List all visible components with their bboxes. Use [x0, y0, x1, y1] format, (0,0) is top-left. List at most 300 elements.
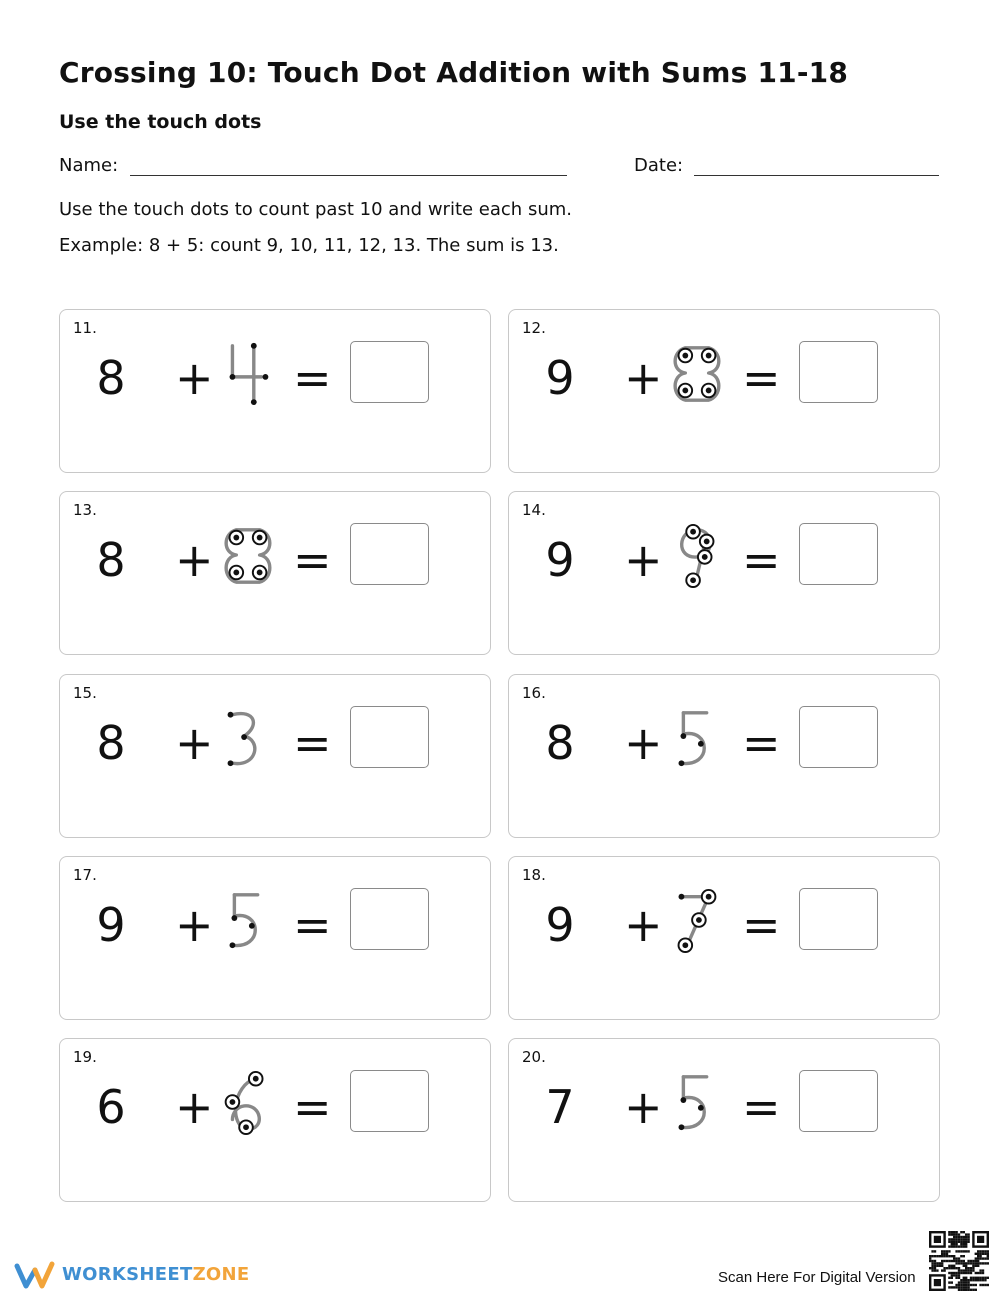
qr-module: [965, 1286, 967, 1288]
qr-module: [946, 1255, 948, 1257]
qr-finder: [934, 1236, 941, 1243]
qr-module: [965, 1284, 967, 1286]
qr-module: [982, 1284, 984, 1286]
equals-sign: =: [742, 533, 781, 588]
qr-module: [967, 1241, 969, 1243]
qr-module: [979, 1269, 981, 1271]
qr-module: [953, 1255, 955, 1257]
touch-dot: [230, 1099, 236, 1105]
qr-module: [965, 1250, 967, 1252]
qr-module: [963, 1243, 965, 1245]
qr-module: [953, 1245, 955, 1247]
qr-module: [951, 1233, 953, 1235]
qr-module: [951, 1265, 953, 1267]
qr-module: [929, 1260, 931, 1262]
qr-module: [955, 1241, 957, 1243]
qr-module: [970, 1289, 972, 1291]
qr-module: [979, 1277, 981, 1279]
problem-number: 18.: [522, 865, 546, 884]
worksheetzone-logo-icon: [14, 1260, 56, 1290]
qr-module: [958, 1257, 960, 1259]
qr-module: [963, 1260, 965, 1262]
qr-module: [958, 1281, 960, 1283]
qr-module: [960, 1289, 962, 1291]
qr-module: [984, 1277, 986, 1279]
qr-module: [984, 1284, 986, 1286]
first-addend: 9: [545, 533, 575, 588]
qr-code-icon[interactable]: [929, 1231, 989, 1291]
answer-box[interactable]: [350, 523, 429, 585]
problem-card: [59, 856, 491, 1020]
qr-module: [953, 1233, 955, 1235]
equals-sign: =: [293, 533, 332, 588]
qr-module: [948, 1272, 950, 1274]
qr-module: [955, 1274, 957, 1276]
qr-module: [975, 1289, 977, 1291]
equals-sign: =: [742, 1080, 781, 1135]
touch-dot: [679, 894, 685, 900]
qr-module: [965, 1289, 967, 1291]
qr-module: [955, 1231, 957, 1233]
qr-module: [960, 1286, 962, 1288]
problem-number: 12.: [522, 319, 546, 337]
qr-module: [951, 1238, 953, 1240]
first-addend: 6: [96, 1080, 126, 1135]
qr-module: [941, 1262, 943, 1264]
qr-module: [970, 1262, 972, 1264]
qr-module: [979, 1257, 981, 1259]
qr-module: [958, 1245, 960, 1247]
qr-module: [977, 1255, 979, 1257]
qr-module: [984, 1279, 986, 1281]
qr-module: [958, 1262, 960, 1264]
touch-dot: [679, 1125, 685, 1131]
equals-sign: =: [293, 897, 332, 952]
qr-module: [958, 1272, 960, 1274]
qr-module: [970, 1279, 972, 1281]
qr-module: [982, 1272, 984, 1274]
touch-dot-digit: [671, 522, 721, 588]
qr-module: [960, 1238, 962, 1240]
qr-module: [960, 1272, 962, 1274]
qr-module: [951, 1286, 953, 1288]
qr-module: [984, 1253, 986, 1255]
qr-module: [965, 1265, 967, 1267]
qr-module: [955, 1262, 957, 1264]
touch-dot-digit: [222, 522, 272, 588]
qr-module: [936, 1265, 938, 1267]
touch-dot: [698, 741, 704, 747]
answer-box[interactable]: [350, 1070, 429, 1132]
qr-module: [953, 1243, 955, 1245]
qr-module: [977, 1250, 979, 1252]
qr-module: [977, 1257, 979, 1259]
plus-sign: +: [175, 715, 214, 770]
touch-dot: [690, 578, 696, 584]
qr-finder: [934, 1279, 941, 1286]
qr-module: [977, 1277, 979, 1279]
qr-module: [960, 1262, 962, 1264]
qr-module: [948, 1277, 950, 1279]
touch-dot: [241, 734, 247, 740]
qr-module: [958, 1284, 960, 1286]
qr-module: [967, 1269, 969, 1271]
qr-module: [934, 1260, 936, 1262]
qr-module: [970, 1269, 972, 1271]
qr-module: [955, 1260, 957, 1262]
qr-module: [984, 1257, 986, 1259]
qr-module: [948, 1281, 950, 1283]
qr-module: [958, 1269, 960, 1271]
touch-dot: [696, 917, 702, 923]
qr-module: [965, 1279, 967, 1281]
qr-module: [931, 1262, 933, 1264]
touch-dot: [228, 760, 234, 766]
qr-finder: [977, 1236, 984, 1243]
qr-module: [982, 1279, 984, 1281]
qr-module: [967, 1267, 969, 1269]
qr-module: [934, 1255, 936, 1257]
qr-module: [941, 1253, 943, 1255]
qr-module: [977, 1272, 979, 1274]
qr-module: [972, 1289, 974, 1291]
qr-module: [979, 1279, 981, 1281]
qr-module: [963, 1245, 965, 1247]
qr-module: [970, 1284, 972, 1286]
qr-module: [967, 1262, 969, 1264]
qr-module: [967, 1260, 969, 1262]
qr-module: [975, 1272, 977, 1274]
qr-module: [967, 1236, 969, 1238]
qr-module: [936, 1255, 938, 1257]
name-field[interactable]: [130, 175, 567, 176]
qr-module: [960, 1250, 962, 1252]
touch-dot: [243, 1125, 249, 1131]
qr-module: [965, 1245, 967, 1247]
qr-module: [953, 1238, 955, 1240]
qr-module: [953, 1231, 955, 1233]
qr-module: [975, 1262, 977, 1264]
touch-dot: [690, 529, 696, 535]
qr-module: [982, 1262, 984, 1264]
qr-module: [955, 1286, 957, 1288]
qr-module: [936, 1262, 938, 1264]
first-addend: 8: [545, 715, 575, 770]
qr-module: [965, 1269, 967, 1271]
qr-module: [965, 1233, 967, 1235]
plus-sign: +: [175, 533, 214, 588]
qr-module: [960, 1231, 962, 1233]
first-addend: 8: [96, 533, 126, 588]
qr-module: [963, 1255, 965, 1257]
qr-module: [979, 1272, 981, 1274]
qr-module: [965, 1241, 967, 1243]
qr-module: [982, 1253, 984, 1255]
qr-module: [946, 1250, 948, 1252]
problem-card: [508, 309, 940, 473]
qr-module: [975, 1253, 977, 1255]
answer-box[interactable]: [799, 341, 878, 403]
qr-module: [972, 1260, 974, 1262]
qr-module: [946, 1267, 948, 1269]
qr-module: [953, 1260, 955, 1262]
qr-module: [963, 1269, 965, 1271]
qr-module: [967, 1279, 969, 1281]
qr-module: [963, 1241, 965, 1243]
touch-dot-digit: [222, 705, 272, 771]
qr-module: [939, 1265, 941, 1267]
qr-module: [958, 1233, 960, 1235]
qr-module: [931, 1260, 933, 1262]
qr-module: [948, 1231, 950, 1233]
answer-box[interactable]: [350, 706, 429, 768]
qr-module: [951, 1281, 953, 1283]
qr-module: [960, 1236, 962, 1238]
qr-module: [977, 1253, 979, 1255]
touch-dot-digit: [671, 705, 721, 771]
problem-card: [508, 856, 940, 1020]
qr-module: [975, 1257, 977, 1259]
date-field[interactable]: [694, 175, 939, 176]
touch-dot: [230, 374, 236, 380]
qr-module: [960, 1255, 962, 1257]
touch-dot: [702, 554, 708, 560]
qr-module: [963, 1286, 965, 1288]
touch-dot-digit: [671, 1069, 721, 1135]
qr-module: [970, 1260, 972, 1262]
qr-module: [951, 1260, 953, 1262]
qr-module: [960, 1245, 962, 1247]
qr-module: [955, 1277, 957, 1279]
first-addend: 9: [545, 351, 575, 405]
qr-module: [948, 1238, 950, 1240]
plus-sign: +: [175, 1080, 214, 1135]
qr-module: [967, 1281, 969, 1283]
qr-module: [987, 1284, 989, 1286]
qr-module: [931, 1267, 933, 1269]
qr-module: [948, 1241, 950, 1243]
qr-module: [960, 1284, 962, 1286]
qr-module: [939, 1255, 941, 1257]
touch-dot: [706, 388, 712, 394]
qr-module: [965, 1262, 967, 1264]
qr-module: [982, 1269, 984, 1271]
qr-module: [977, 1265, 979, 1267]
date-label: Date:: [634, 155, 684, 176]
qr-module: [939, 1262, 941, 1264]
qr-module: [967, 1286, 969, 1288]
qr-module: [955, 1236, 957, 1238]
plus-sign: +: [624, 715, 663, 770]
qr-module: [963, 1262, 965, 1264]
qr-module: [943, 1250, 945, 1252]
qr-module: [963, 1265, 965, 1267]
qr-module: [960, 1281, 962, 1283]
qr-module: [955, 1257, 957, 1259]
qr-module: [936, 1269, 938, 1271]
digit-stroke: [232, 346, 261, 377]
qr-module: [972, 1279, 974, 1281]
first-addend: 8: [96, 351, 126, 405]
problem-number: 19.: [73, 1048, 97, 1067]
qr-module: [929, 1267, 931, 1269]
page-subtitle: Use the touch dots: [59, 111, 262, 133]
qr-module: [934, 1250, 936, 1252]
qr-module: [948, 1267, 950, 1269]
qr-module: [953, 1267, 955, 1269]
touch-dot: [233, 535, 239, 541]
qr-module: [929, 1255, 931, 1257]
touch-dot: [679, 760, 685, 766]
scan-caption: Scan Here For Digital Version: [718, 1269, 916, 1286]
qr-module: [953, 1236, 955, 1238]
qr-module: [941, 1265, 943, 1267]
qr-module: [960, 1241, 962, 1243]
touch-dot: [251, 399, 257, 405]
qr-module: [960, 1260, 962, 1262]
problem-number: 14.: [522, 501, 546, 520]
answer-box[interactable]: [799, 706, 878, 768]
qr-module: [965, 1243, 967, 1245]
qr-module: [979, 1255, 981, 1257]
qr-module: [934, 1267, 936, 1269]
qr-module: [941, 1250, 943, 1252]
qr-module: [963, 1238, 965, 1240]
qr-module: [931, 1250, 933, 1252]
plus-sign: +: [175, 897, 214, 952]
answer-box[interactable]: [350, 341, 429, 403]
qr-module: [963, 1272, 965, 1274]
touch-dot: [251, 343, 257, 349]
qr-module: [953, 1286, 955, 1288]
qr-module: [953, 1241, 955, 1243]
qr-module: [958, 1267, 960, 1269]
qr-module: [958, 1274, 960, 1276]
touch-dot: [257, 570, 263, 576]
answer-box[interactable]: [350, 888, 429, 950]
qr-module: [951, 1245, 953, 1247]
qr-module: [979, 1284, 981, 1286]
problem-number: 17.: [73, 865, 97, 884]
problem-card: [508, 491, 940, 655]
qr-module: [963, 1281, 965, 1283]
touch-dot: [249, 923, 255, 929]
qr-module: [982, 1277, 984, 1279]
qr-module: [967, 1272, 969, 1274]
answer-box[interactable]: [799, 888, 878, 950]
qr-module: [955, 1233, 957, 1235]
qr-module: [987, 1257, 989, 1259]
qr-module: [929, 1257, 931, 1259]
problem-card: [59, 491, 491, 655]
qr-module: [979, 1262, 981, 1264]
qr-module: [963, 1250, 965, 1252]
touch-dot: [253, 1076, 259, 1082]
touch-dot: [704, 539, 710, 545]
problem-card: [59, 1038, 491, 1202]
qr-module: [951, 1277, 953, 1279]
qr-module: [979, 1250, 981, 1252]
touch-dot-digit: [671, 887, 721, 953]
touch-dot: [706, 353, 712, 359]
qr-module: [965, 1236, 967, 1238]
qr-module: [953, 1274, 955, 1276]
qr-module: [955, 1243, 957, 1245]
qr-module: [958, 1277, 960, 1279]
qr-module: [946, 1253, 948, 1255]
qr-module: [984, 1262, 986, 1264]
qr-module: [955, 1284, 957, 1286]
qr-module: [987, 1250, 989, 1252]
touch-dot: [682, 353, 688, 359]
qr-module: [963, 1284, 965, 1286]
first-addend: 7: [545, 1080, 575, 1135]
qr-module: [967, 1238, 969, 1240]
answer-box[interactable]: [799, 523, 878, 585]
qr-module: [958, 1289, 960, 1291]
plus-sign: +: [624, 1080, 663, 1135]
equals-sign: =: [293, 1080, 332, 1135]
qr-module: [948, 1286, 950, 1288]
problem-number: 11.: [73, 319, 97, 337]
qr-module: [984, 1250, 986, 1252]
qr-module: [941, 1260, 943, 1262]
qr-module: [987, 1253, 989, 1255]
touch-dot-digit: [222, 340, 272, 406]
answer-box[interactable]: [799, 1070, 878, 1132]
page-title: Crossing 10: Touch Dot Addition with Sums 11-18: [59, 56, 849, 89]
equals-sign: =: [742, 351, 781, 405]
qr-module: [931, 1269, 933, 1271]
qr-module: [987, 1277, 989, 1279]
qr-module: [960, 1279, 962, 1281]
touch-dot: [231, 915, 237, 921]
qr-module: [972, 1277, 974, 1279]
qr-module: [941, 1269, 943, 1271]
qr-module: [955, 1245, 957, 1247]
qr-module: [941, 1255, 943, 1257]
qr-module: [958, 1260, 960, 1262]
touch-dot: [228, 711, 234, 717]
qr-module: [987, 1262, 989, 1264]
qr-module: [953, 1272, 955, 1274]
qr-module: [948, 1260, 950, 1262]
touch-dot: [698, 1105, 704, 1111]
plus-sign: +: [175, 351, 214, 405]
equals-sign: =: [293, 715, 332, 770]
problem-card: [59, 309, 491, 473]
qr-module: [970, 1277, 972, 1279]
qr-module: [958, 1236, 960, 1238]
qr-module: [951, 1272, 953, 1274]
touch-dot-digit: [222, 1069, 272, 1135]
touch-dot: [706, 894, 712, 900]
qr-module: [967, 1284, 969, 1286]
qr-module: [943, 1269, 945, 1271]
touch-dot: [233, 570, 239, 576]
qr-module: [960, 1269, 962, 1271]
qr-module: [948, 1265, 950, 1267]
qr-module: [946, 1260, 948, 1262]
problem-number: 20.: [522, 1048, 546, 1067]
qr-module: [965, 1281, 967, 1283]
qr-module: [982, 1257, 984, 1259]
qr-module: [967, 1233, 969, 1235]
qr-module: [955, 1267, 957, 1269]
qr-module: [955, 1272, 957, 1274]
qr-module: [963, 1231, 965, 1233]
qr-module: [979, 1253, 981, 1255]
